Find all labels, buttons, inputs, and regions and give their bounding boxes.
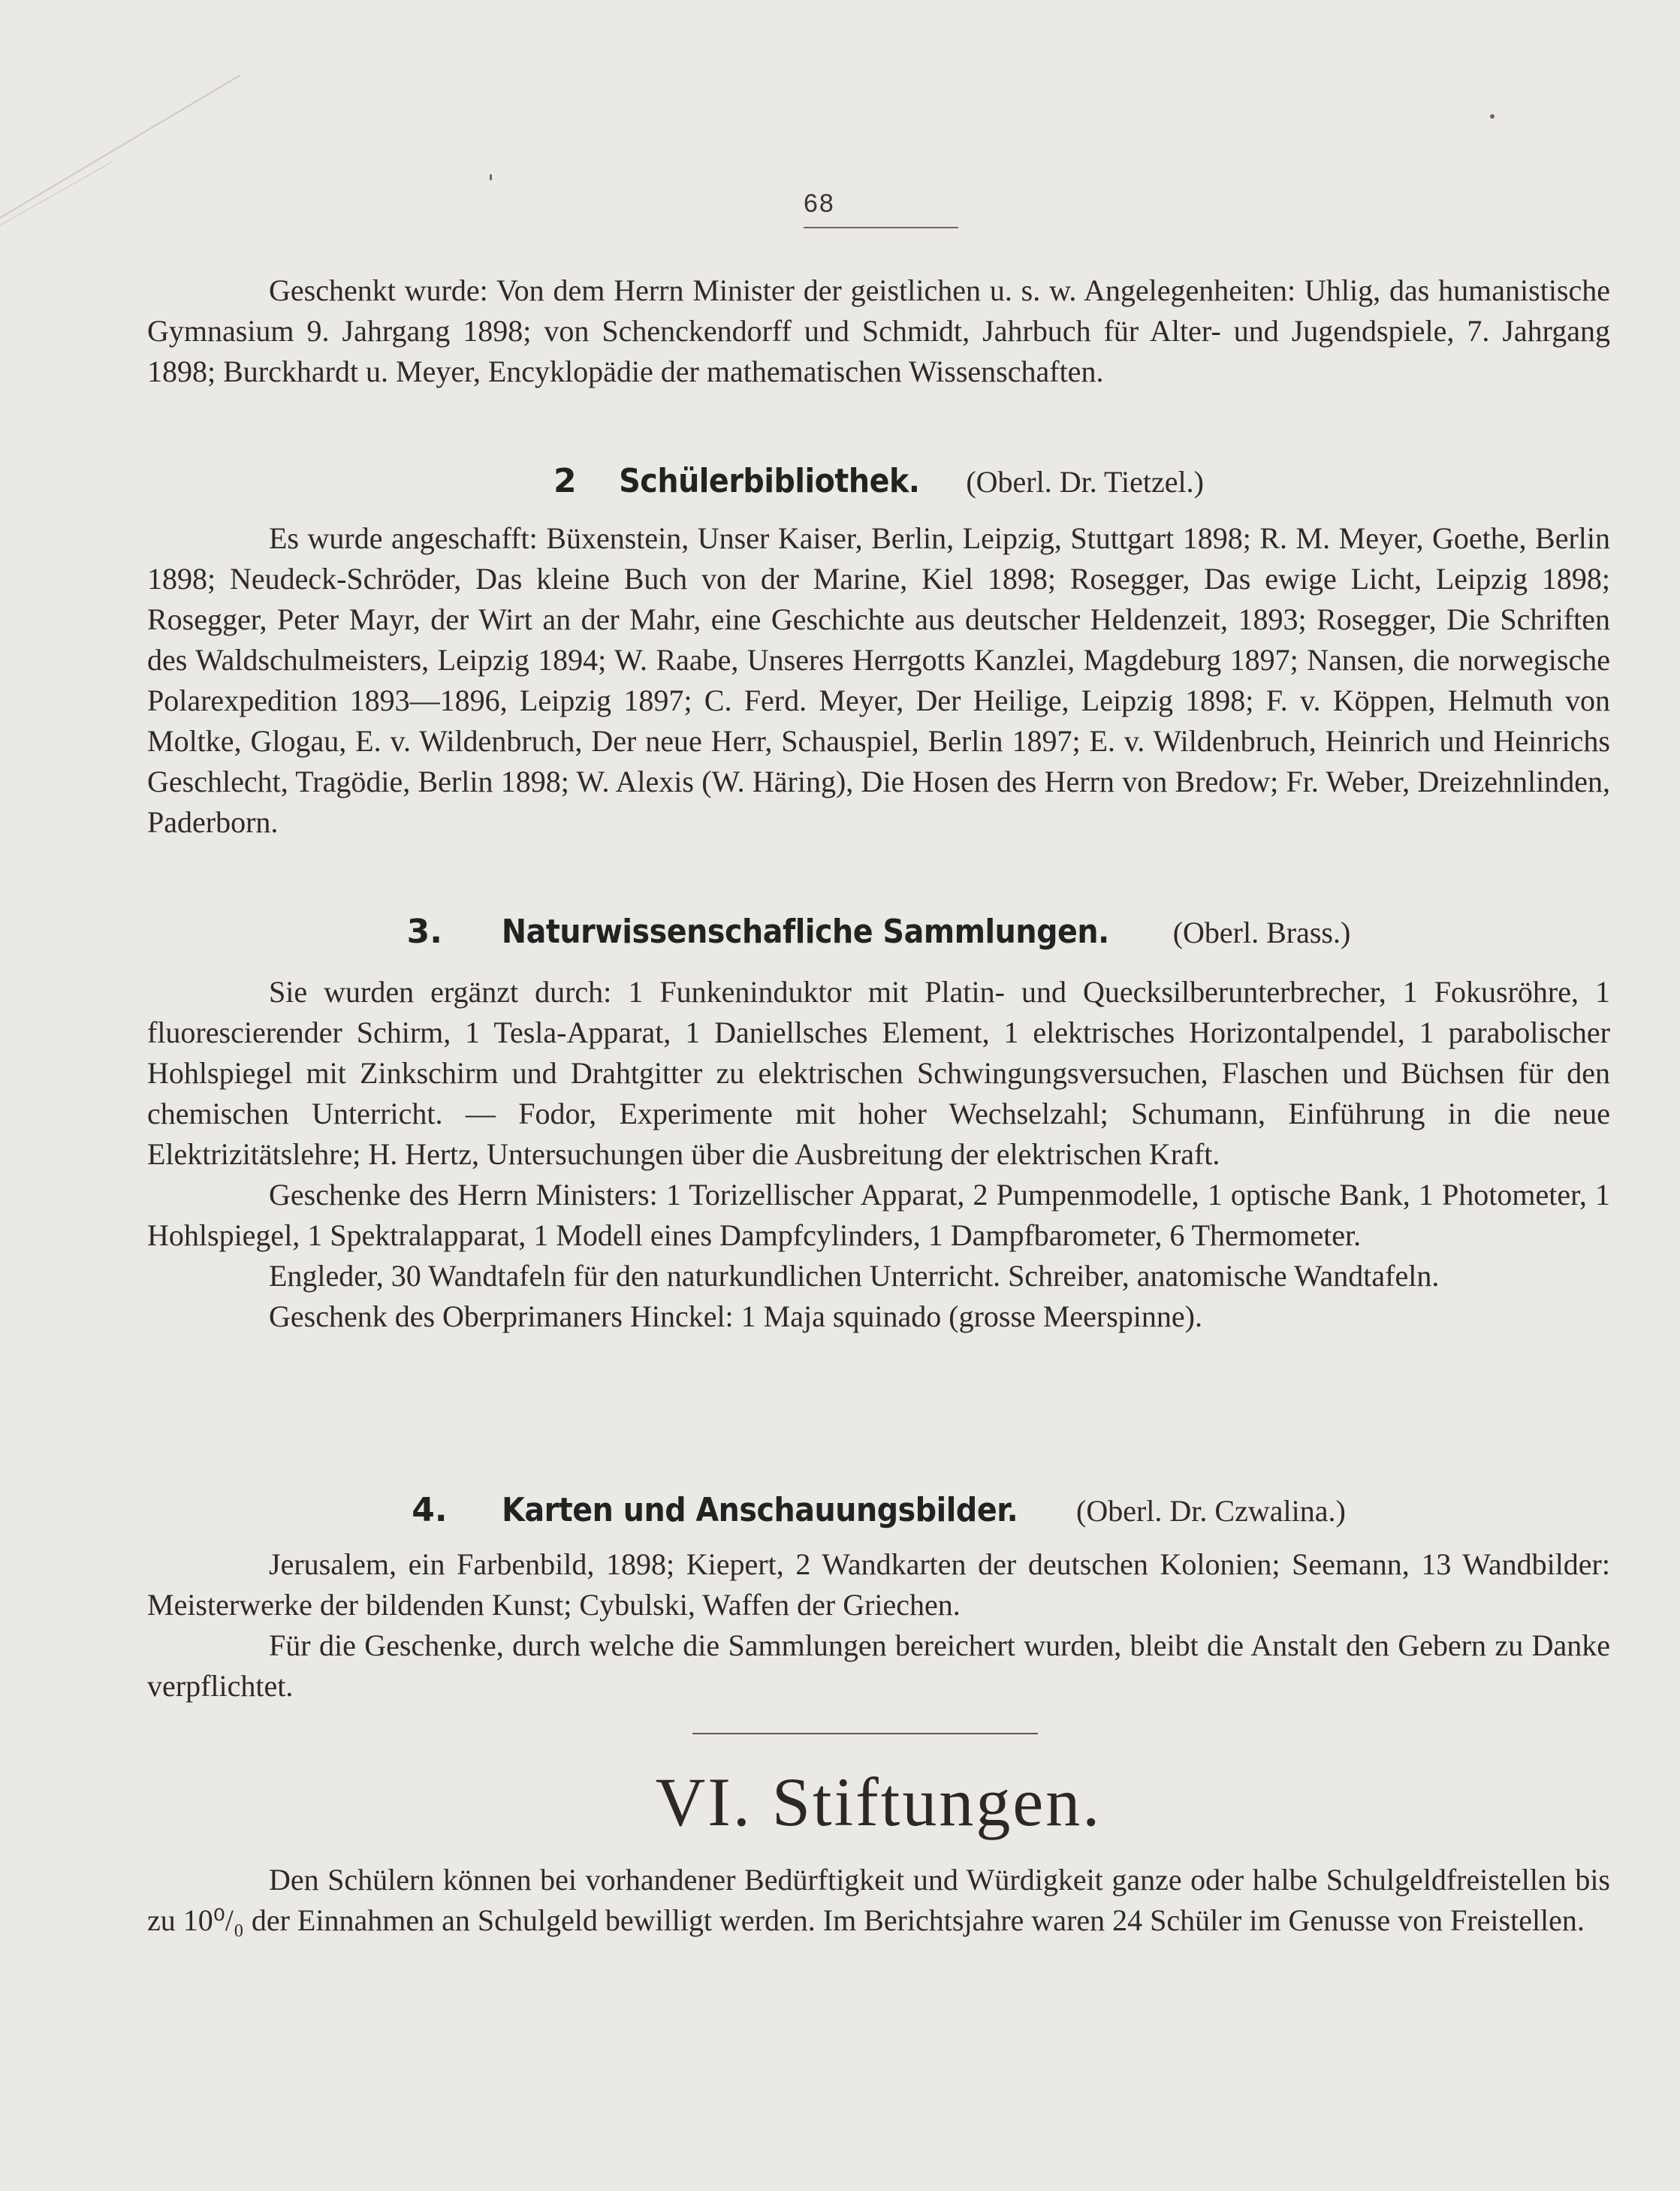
section-number: 4. [412, 1491, 448, 1529]
page-number: 68 [804, 189, 835, 218]
section-heading-schuelerbibliothek [147, 461, 1610, 502]
section-title: Schülerbibliothek. [618, 462, 920, 500]
section-title: Karten und Anschauungsbilder. [501, 1491, 1018, 1529]
section-paragraph: Jerusalem, ein Farbenbild, 1898; Kiepert, 2 Wandkarten der deutschen Kolonien; Seemann, 13 Wandbilder: Meisterwerke der bildenden Kunst; Cybulski, Waffen der Griechen. [147, 1547, 1610, 1622]
section-body-karten-und-anschauungsbilder [147, 1544, 1610, 1707]
section-paragraph: Geschenk des Oberprimaners Hinckel: 1 Maja squinado (grosse Meerspinne). [269, 1299, 1202, 1333]
section-title: Naturwissenschafliche Sammlungen. [501, 913, 1109, 951]
intro-paragraph-block [147, 270, 1610, 392]
chapter-paragraph: Den Schülern können bei vorhandener Bedürftigkeit und Würdigkeit ganze oder halbe Schulgeldfreistellen bis zu 10⁰/₀ der Einnahmen an Schulgeld bewilligt werden. Im Berichtsjahre waren 24 Schüler im Genusse von Freistellen. [147, 1863, 1610, 1937]
section-body-schuelerbibliothek [147, 518, 1610, 843]
section-number: 3. [406, 913, 443, 951]
section-teacher: (Oberl. Dr. Czwalina.) [1076, 1494, 1346, 1528]
chapter-body [147, 1860, 1610, 1941]
section-paragraph: Engleder, 30 Wandtafeln für den naturkundlichen Unterricht. Schreiber, anatomische Wandtafeln. [269, 1259, 1440, 1293]
section-paragraph: Geschenke des Herrn Ministers: 1 Torizellischer Apparat, 2 Pumpenmodelle, 1 optische Bank, 1 Photometer, 1 Hohlspiegel, 1 Spektralapparat, 1 Modell eines Dampfcylinders, 1 Dampfbarometer, 6 Thermometer. [147, 1178, 1610, 1252]
section-teacher: (Oberl. Brass.) [1172, 916, 1351, 949]
section-paragraph: Sie wurden ergänzt durch: 1 Funkeninduktor mit Platin- und Quecksilberunterbrecher, 1 Fokusröhre, 1 fluorescierender Schirm, 1 Tesla-Apparat, 1 Daniellsches Element, 1 elektrisches Horizontalpendel, 1 parabolischer Hohlspiegel mit Zinkschirm und Drahtgitter zu elektrischen Schwingungsversuchen, Flaschen und Büchsen für den chemischen Unterricht. — Fodor, Experimente mit hoher Wechselzahl; Schumann, Einführung in die neue Elektrizitätslehre; H. Hertz, Untersuchungen über die Ausbreitung der elektrischen Kraft. [147, 975, 1610, 1171]
section-paragraph: Es wurde angeschafft: Büxenstein, Unser Kaiser, Berlin, Leipzig, Stuttgart 1898; R. M. Meyer, Goethe, Berlin 1898; Neudeck-Schröder, Das kleine Buch von der Marine, Kiel 1898; Rosegger, Das ewige Licht, Leipzig 1898; Rosegger, Peter Mayr, der Wirt an der Mahr, eine Geschichte aus deutscher Heldenzeit, 1893; Rosegger, Die Schriften des Waldschulmeisters, Leipzig 1894; W. Raabe, Unseres Herrgotts Kanzlei, Magdeburg 1897; Nansen, die norwegische Polarexpedition 1893—1896, Leipzig 1897; C. Ferd. Meyer, Der Heilige, Leipzig 1898; F. v. Köppen, Helmuth von Moltke, Glogau, E. v. Wildenbruch, Der neue Herr, Schauspiel, Berlin 1897; E. v. Wildenbruch, Heinrich und Heinrichs Geschlecht, Tragödie, Berlin 1898; W. Alexis (W. Häring), Die Hosen des Herrn von Bredow; Fr. Weber, Dreizehnlinden, Paderborn. [147, 521, 1610, 839]
section-paragraph: Für die Geschenke, durch welche die Sammlungen bereichert wurden, bleibt die Anstalt den Gebern zu Danke verpflichtet. [147, 1628, 1610, 1703]
section-heading-karten-und-anschauungsbilder [147, 1490, 1610, 1532]
page-number-rule [804, 227, 958, 228]
ink-speck [1490, 114, 1495, 119]
section-divider [692, 1733, 1038, 1734]
page-corner-fold [0, 0, 248, 248]
section-heading-naturwissenschaftliche-sammlungen [147, 912, 1610, 953]
section-teacher: (Oberl. Dr. Tietzel.) [966, 465, 1204, 499]
section-body-naturwissenschaftliche-sammlungen [147, 972, 1610, 1337]
section-number: 2 [553, 462, 577, 500]
intro-paragraph: Geschenkt wurde: Von dem Herrn Minister der geistlichen u. s. w. Angelegenheiten: Uhlig, das humanistische Gymnasium 9. Jahrgang 1898; von Schenckendorff und Schmidt, Jahrbuch für Alter- und Jugendspiele, 7. Jahrgang 1898; Burckhardt u. Meyer, Encyklopädie der mathematischen Wissenschaften. [147, 273, 1610, 388]
ink-speck [490, 174, 492, 180]
chapter-title: VI. Stiftungen. [655, 1764, 1102, 1840]
